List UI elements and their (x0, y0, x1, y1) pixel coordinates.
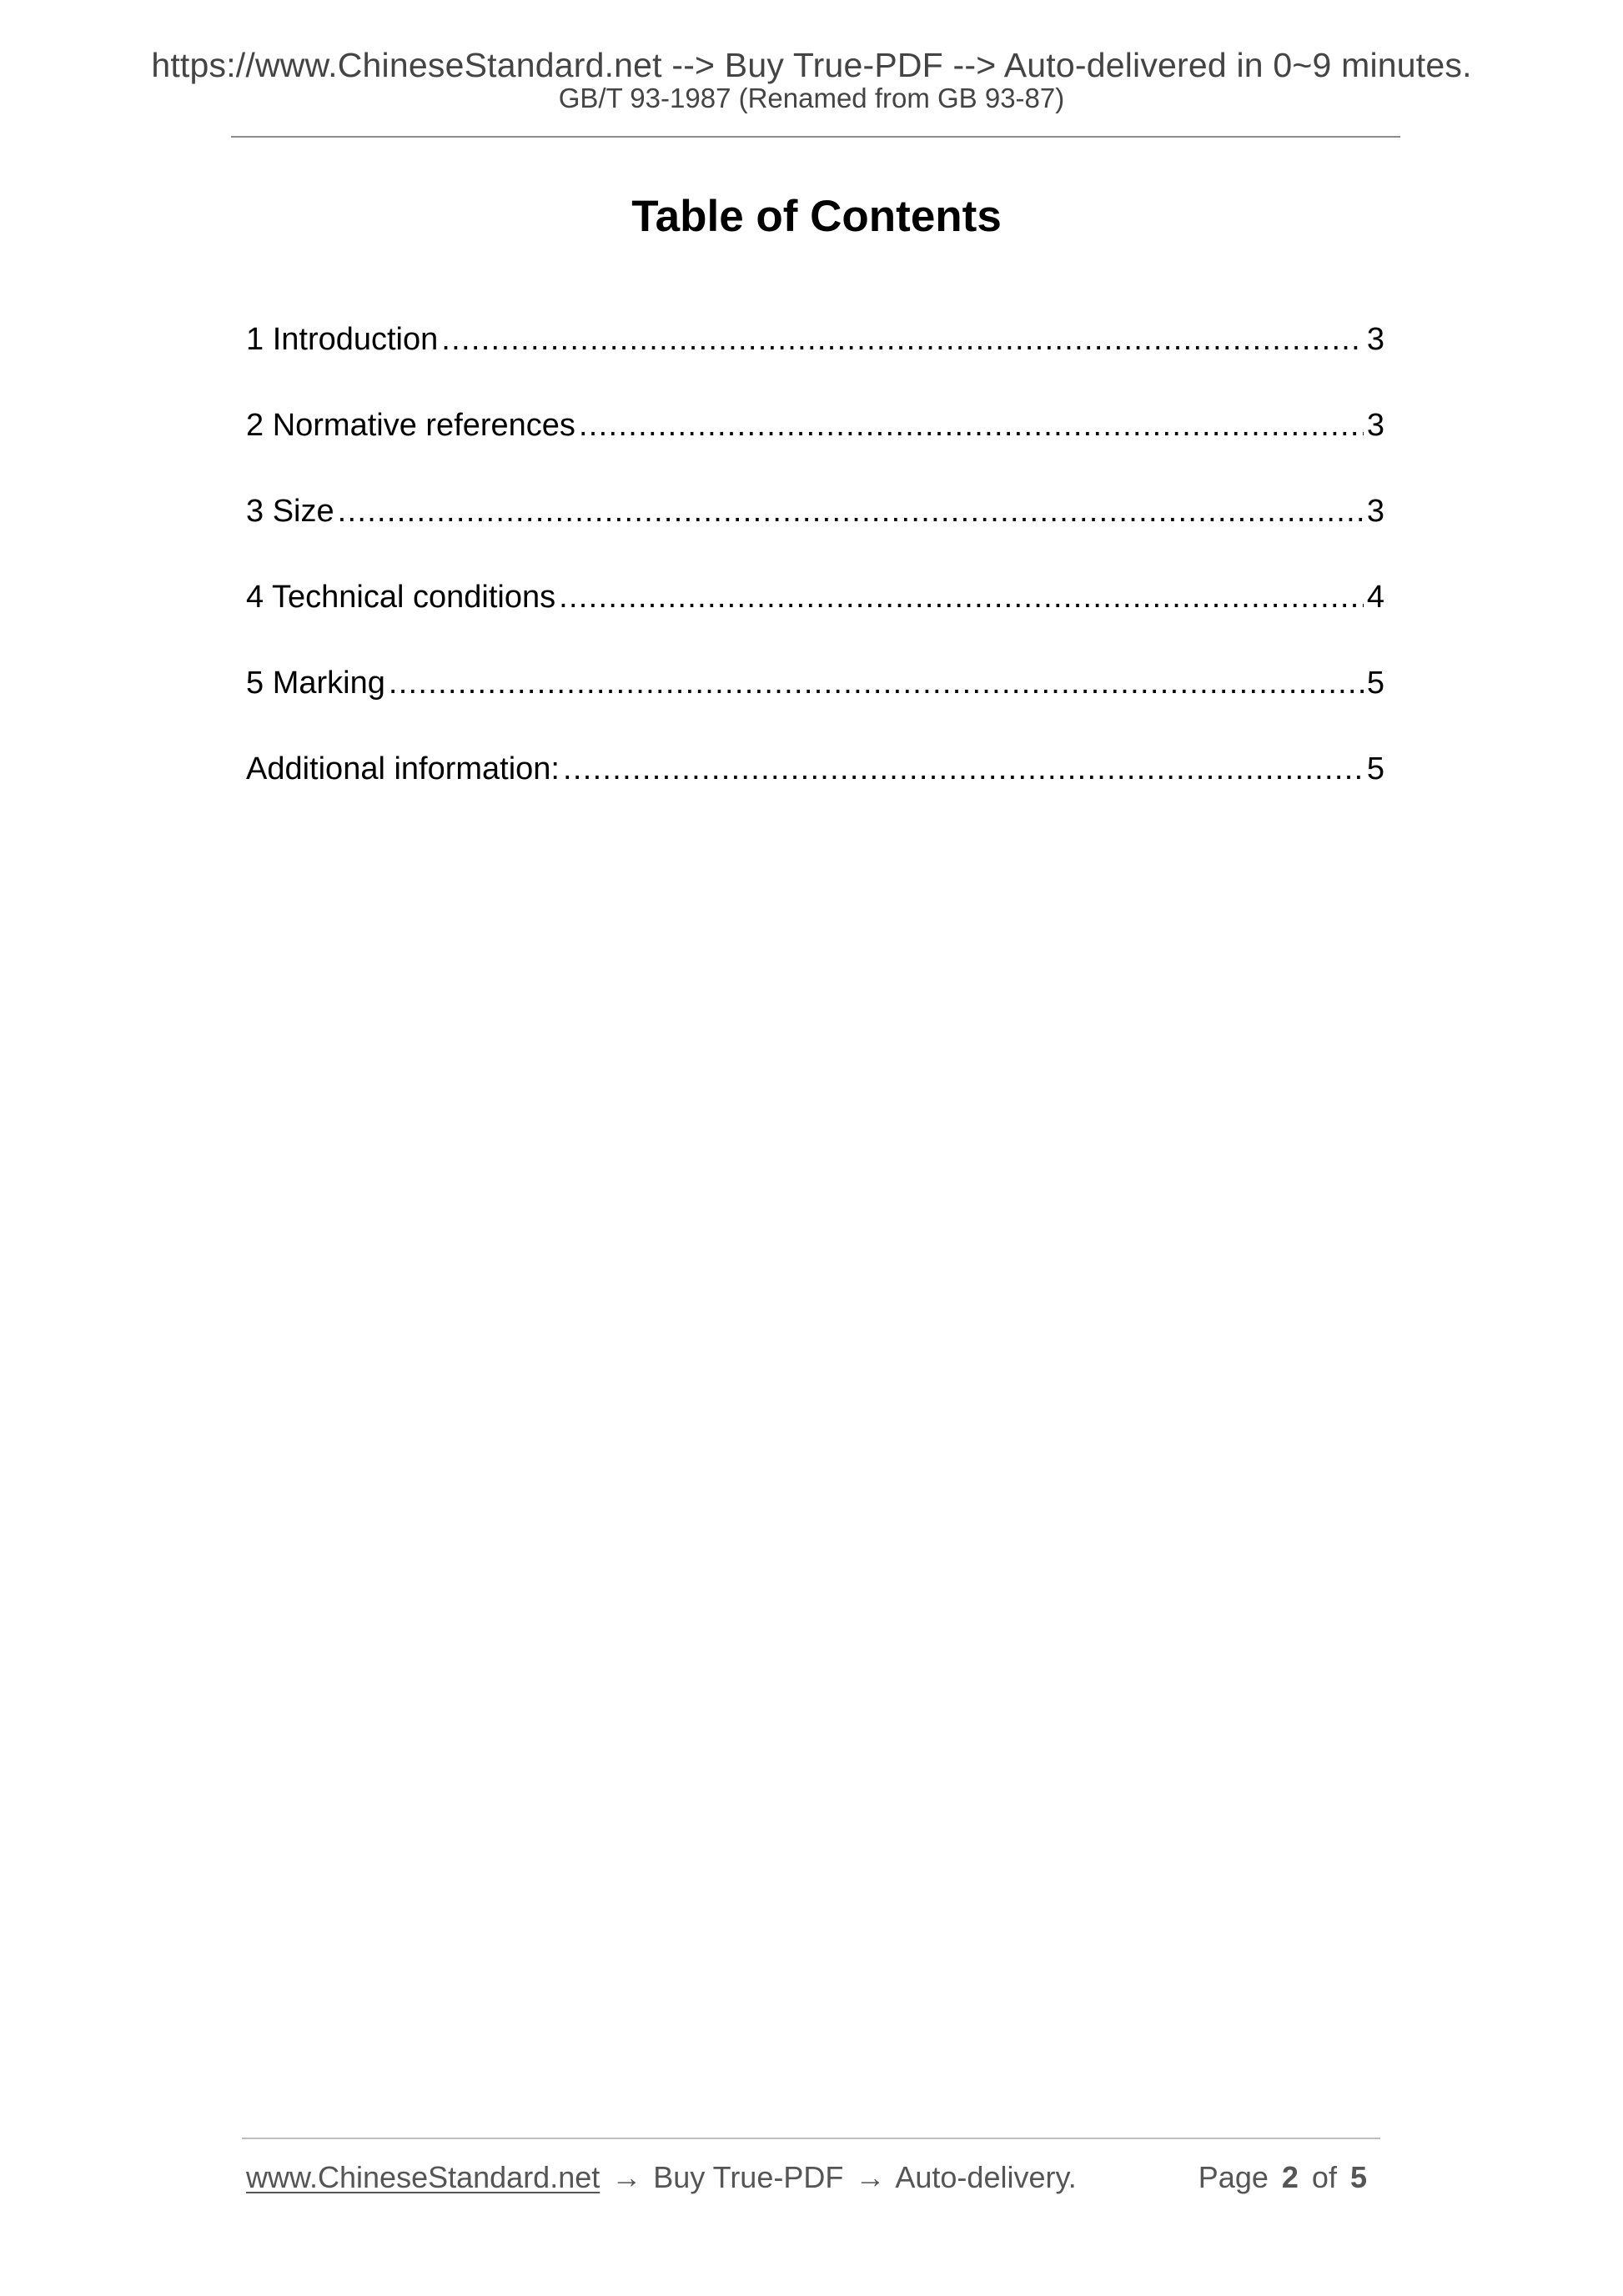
header-standard-id: GB/T 93-1987 (Renamed from GB 93-87) (558, 83, 1065, 113)
header-divider (231, 136, 1400, 138)
site-link[interactable]: www.ChineseStandard.net (246, 2160, 600, 2194)
toc-entry-label: 3 Size (246, 494, 334, 529)
of-word: of (1311, 2160, 1337, 2194)
toc-dot-leader (389, 662, 1364, 704)
page-header (0, 43, 1623, 113)
page-title: Table of Contents (631, 192, 1002, 241)
toc-dot-leader (559, 576, 1364, 618)
total-page-count: 5 (1349, 2160, 1367, 2194)
footer-divider (242, 2138, 1380, 2139)
toc-entry-label: Additional information: (246, 751, 560, 786)
footer-promo (246, 2156, 1077, 2199)
arrow-right-icon: → (855, 2160, 886, 2194)
toc-entry-page: 3 (1366, 494, 1384, 529)
toc-entry-page: 5 (1366, 666, 1384, 701)
page-footer (246, 2156, 1380, 2199)
toc-entry-label: 5 Marking (246, 666, 385, 701)
page-word: Page (1198, 2160, 1269, 2194)
toc-entry-size[interactable] (246, 490, 1384, 576)
toc-list (246, 319, 1384, 834)
toc-entry-label: 2 Normative references (246, 408, 575, 443)
toc-dot-leader (338, 490, 1364, 532)
header-source-line: https://www.ChineseStandard.net --> Buy True-PDF --> Auto-delivered in 0~9 minutes. (151, 46, 1472, 84)
footer-delivery-text: Auto-delivery. (895, 2160, 1077, 2194)
toc-entry-page: 3 (1366, 322, 1384, 357)
toc-entry-page: 5 (1366, 751, 1384, 786)
current-page-number: 2 (1281, 2160, 1299, 2194)
toc-entry-label: 4 Technical conditions (246, 580, 556, 615)
toc-entry-additional-information[interactable] (246, 748, 1384, 834)
toc-dot-leader (441, 319, 1364, 360)
toc-entry-page: 3 (1366, 408, 1384, 443)
toc-entry-technical-conditions[interactable] (246, 576, 1384, 662)
toc-entry-marking[interactable] (246, 662, 1384, 748)
toc-dot-leader (579, 404, 1364, 446)
toc-entry-page: 4 (1366, 580, 1384, 615)
page-indicator (1198, 2156, 1372, 2199)
toc-entry-introduction[interactable] (246, 319, 1384, 404)
toc-entry-normative-references[interactable] (246, 404, 1384, 490)
footer-buy-text: Buy True-PDF (653, 2160, 844, 2194)
arrow-right-icon: → (611, 2160, 642, 2194)
toc-entry-label: 1 Introduction (246, 322, 439, 357)
toc-dot-leader (563, 748, 1364, 790)
